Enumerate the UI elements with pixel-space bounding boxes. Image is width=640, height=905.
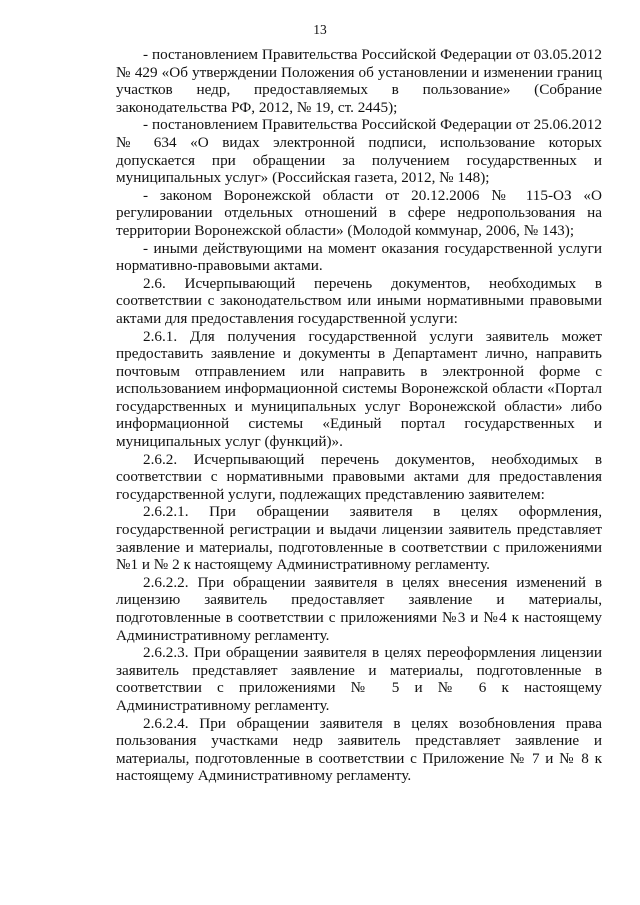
- section-2-6-2-4: 2.6.2.4. При обращении заявителя в целях возобновления права пользования участками недр заявитель представляет заявление и материалы, подготовленные в соответствии с Приложение № 7 и № 8 к настоящему Административному регламенту.: [116, 714, 602, 785]
- list-item-decree-634: - постановлением Правительства Российской Федерации от 25.06.2012 № 634 «О видах электронной подписи, использование которых допускается при обращении за получением государственных и муниципальных услуг» (Российская газета, 2012, № 148);: [116, 116, 602, 187]
- list-item-other-acts: - иными действующими на момент оказания государственной услуги нормативно-правовыми актами.: [116, 239, 602, 275]
- list-item-voronezh-law: - законом Воронежской области от 20.12.2006 № 115-ОЗ «О регулировании отдельных отношений в сфере недропользования на территории Воронежской области» (Молодой коммунар, 2006, № 143);: [116, 186, 602, 239]
- section-2-6: 2.6. Исчерпывающий перечень документов, необходимых в соответствии с законодательством или иными нормативными правовыми актами для предоставления государственной услуги:: [116, 274, 602, 327]
- page-number: 13: [313, 22, 327, 37]
- section-2-6-2: 2.6.2. Исчерпывающий перечень документов, необходимых в соответствии с нормативными правовыми актами для предоставления государственной услуги, подлежащих представлению заявителем:: [116, 450, 602, 503]
- section-2-6-2-1: 2.6.2.1. При обращении заявителя в целях оформления, государственной регистрации и выдачи лицензии заявитель представляет заявление и материалы, подготовленные в соответствии с приложениями №1 и № 2 к настоящему Административному регламенту.: [116, 503, 602, 574]
- document-body: [116, 46, 602, 785]
- section-2-6-2-3: 2.6.2.3. При обращении заявителя в целях переоформления лицензии заявитель представляет заявление и материалы, подготовленные в соответствии с приложениями № 5 и № 6 к настоящему Административному регламенту.: [116, 644, 602, 714]
- section-2-6-1: 2.6.1. Для получения государственной услуги заявитель может предоставить заявление и документы в Департамент лично, направить почтовым отправлением или направить в электронной форме с использованием информационной системы Воронежской области «Портал государственных и муниципальных услуг Воронежской области» либо информационной системы «Единый портал государственных и муниципальных услуг (функций)».: [116, 327, 602, 451]
- list-item-decree-429: - постановлением Правительства Российской Федерации от 03.05.2012 № 429 «Об утверждении Положения об установлении и изменении границ участков недр, предоставляемых в пользование» (Собрание законодательства РФ, 2012, № 19, ст. 2445);: [116, 46, 602, 116]
- section-2-6-2-2: 2.6.2.2. При обращении заявителя в целях внесения изменений в лицензию заявитель предоставляет заявление и материалы, подготовленные в соответствии с приложениями №3 и №4 к настоящему Административному регламенту.: [116, 573, 602, 644]
